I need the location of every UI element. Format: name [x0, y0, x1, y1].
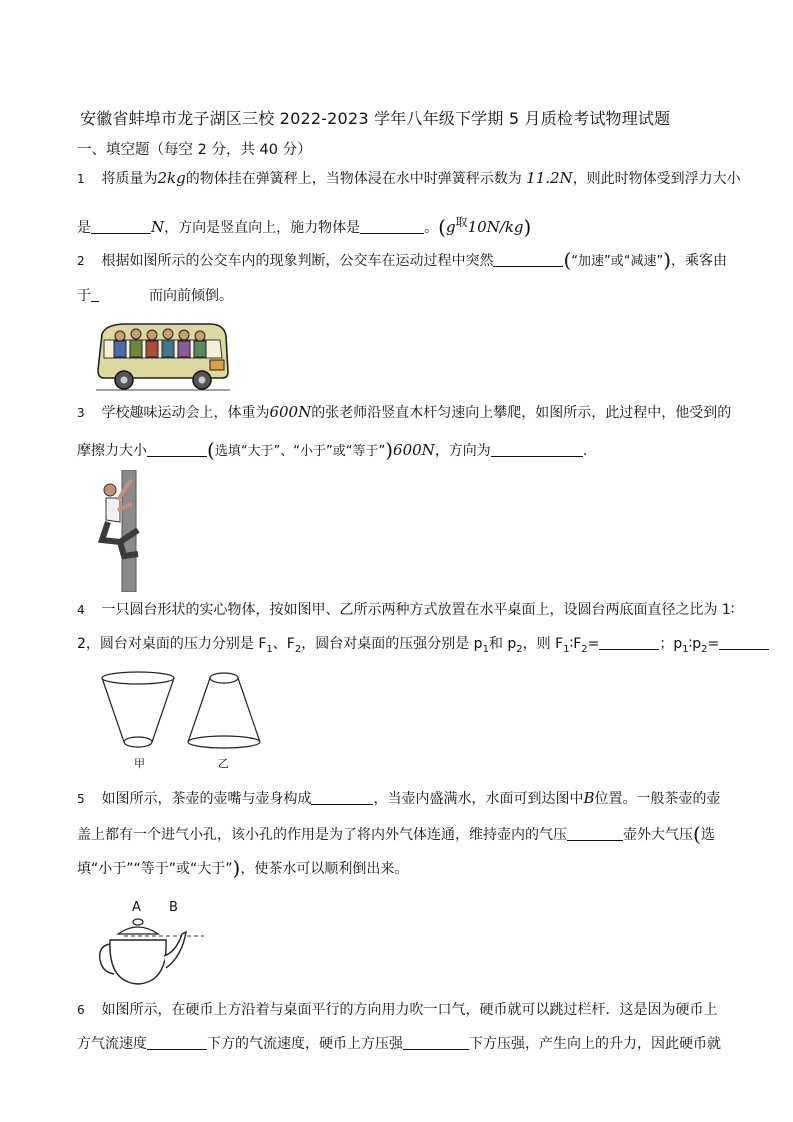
question-1-line-2: 是 N，方向是竖直向上，施力物体是 。(g取10N/kg) — [77, 215, 532, 239]
pole-climber-figure — [98, 470, 164, 592]
teapot-figure — [96, 912, 206, 988]
bus-figure — [92, 320, 232, 392]
question-number: 1 — [77, 172, 85, 186]
reading-value: 11.2N — [526, 169, 573, 187]
question-number: 6 — [77, 1003, 85, 1017]
answer-blank[interactable] — [91, 218, 151, 234]
question-2-line-1: 2 根据如图所示的公交车内的现象判断，公交车在运动过程中突然 (“加速”或“减速”)，乘客由 — [77, 248, 728, 272]
frustum-yi — [188, 673, 260, 748]
section-heading: 一、填空题（每空 2 分，共 40 分） — [77, 142, 312, 158]
question-4-line-1: 4 一只圆台形状的实心物体，按如图甲、乙所示两种方式放置在水平桌面上，设圆台两底面直径之比为 1∶ — [77, 602, 735, 618]
question-number: 5 — [77, 792, 85, 806]
answer-blank[interactable] — [147, 1034, 207, 1050]
answer-blank[interactable] — [403, 1034, 469, 1050]
question-2-line-2: 于 而向前倾倒。 — [77, 288, 233, 304]
question-6-line-2: 方气流速度 下方的气流速度，硬币上方压强 下方压强，产生向上的升力，因此硬币就 — [77, 1036, 721, 1052]
frustum-jia — [102, 672, 174, 747]
question-5-line-2: 盖上都有一个进气小孔，该小孔的作用是为了将内外气体连通，维持壶内的气压 壶外大气压(选 — [77, 822, 715, 846]
question-3-line-1: 3 学校趣味运动会上，体重为600N的张老师沿竖直木杆匀速向上攀爬，如图所示，此过程中，他受到的 — [77, 403, 732, 421]
question-number: 2 — [77, 254, 85, 268]
answer-blank[interactable] — [91, 286, 99, 302]
question-1-line-1: 1 将质量为2kg的物体挂在弹簧秤上，当物体浸在水中时弹簧秤示数为 11.2N，则此时物体受到浮力大小 — [77, 169, 741, 187]
answer-blank[interactable] — [360, 218, 424, 234]
answer-blank[interactable] — [311, 789, 373, 805]
question-4-line-2: 2，圆台对桌面的压力分别是 $F_1$、$F_2$，圆台对桌面的压强分别是 $p_1$和 $p_2$，则 $F_1∶F_2=$ ；$p_1∶p_2=$ — [77, 634, 769, 660]
answer-blank[interactable] — [493, 251, 563, 267]
answer-blank[interactable] — [491, 441, 583, 457]
mass-value: 2kg — [157, 169, 186, 187]
answer-blank[interactable] — [719, 634, 769, 650]
page-title: 安徽省蚌埠市龙子湖区三校 2022-2023 学年八年级下学期 5 月质检考试物理试题 — [80, 109, 671, 128]
label-jia: 甲 — [134, 757, 145, 770]
question-6-line-1: 6 如图所示，在硬币上方沿着与桌面平行的方向用力吹一口气，硬币就可以跳过栏杆．这是因为硬币上 — [77, 1002, 718, 1018]
question-3-line-2: 摩擦力大小 (选填“大于”、“小于”或“等于”)600N，方向为 . — [77, 438, 588, 462]
frustum-figure — [96, 668, 276, 772]
answer-blank[interactable] — [147, 441, 207, 457]
label-a: A — [132, 900, 141, 915]
label-yi: 乙 — [218, 757, 229, 770]
answer-blank[interactable] — [567, 825, 623, 841]
question-5-line-1: 5 如图所示，茶壶的壶嘴与壶身构成 ，当壶内盛满水，水面可到达图中B位置。一般茶壶的壶 — [77, 789, 721, 807]
question-number: 4 — [77, 603, 85, 617]
answer-blank[interactable] — [599, 634, 659, 650]
label-b: B — [169, 900, 178, 915]
question-5-line-3: 填“小于”“等于”或“大于”)，使茶水可以顺利倒出来。 — [77, 856, 409, 880]
question-number: 3 — [77, 406, 85, 420]
